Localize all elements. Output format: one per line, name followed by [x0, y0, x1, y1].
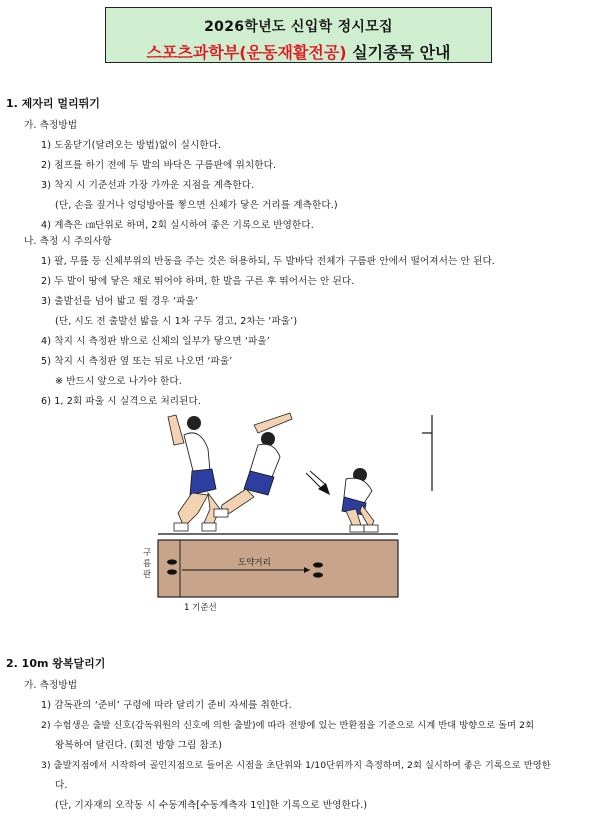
list-item: 5) 착지 시 측정판 옆 또는 뒤로 나오면 ‘파울’ [41, 356, 233, 367]
list-item: 2) 수험생은 출발 신호(감독위원의 신호에 의한 출발)에 따라 전방에 있는 반환점을 기준으로 시계 반대 방향으로 돌며 2회 [41, 720, 535, 731]
title-department: 스포츠과학부(운동재활전공) [146, 43, 347, 62]
list-item-note: (단, 손을 짚거나 엉덩방아를 찧으면 신체가 닿은 거리를 계측한다.) [55, 200, 338, 211]
jumper-2-icon [214, 413, 292, 517]
list-item: 2) 점프를 하기 전에 두 발의 바닥은 구름판에 위치한다. [41, 160, 277, 171]
jumper-3-icon [342, 468, 378, 532]
list-item: 3) 착지 시 기준선과 가장 가까운 지점을 계측한다. [41, 180, 255, 191]
section2-title: 2. 10m 왕복달리기 [6, 657, 106, 670]
title-line1: 2026학년도 신입학 정시모집 [204, 19, 393, 35]
list-item: 1) 팔, 무릎 등 신체부위의 반동을 주는 것은 허용하되, 두 발바닥 전체가 구름판 안에서 떨어져서는 안 된다. [41, 256, 495, 267]
list-item: 4) 계측은 ㎝단위로 하며, 2회 실시하여 좋은 기록으로 반영한다. [41, 220, 314, 231]
title-line2 [106, 40, 491, 63]
list-item: 4) 착지 시 측정판 밖으로 신체의 일부가 닿으면 ‘파울’ [41, 336, 270, 347]
measuring-board [158, 540, 398, 597]
jumper-1-icon [168, 415, 220, 531]
list-item-continuation: 왕복하여 달린다. (회전 방향 그림 참조) [55, 740, 223, 751]
motion-arrow-icon [306, 471, 330, 495]
list-item: 2) 두 발이 땅에 닿은 채로 뛰어야 하며, 한 발을 구른 후 뛰어서는 안 된다. [41, 276, 355, 287]
distance-label: 도약거리 [238, 558, 271, 568]
list-item-note: (단, 시도 전 출발선 밟을 시 1차 구두 경고, 2차는 ‘파울’) [55, 316, 298, 327]
list-item: 3) 출발선을 넘어 밟고 뛸 경우 ‘파울’ [41, 296, 199, 307]
board-side-label: 구 름 판 [143, 548, 152, 580]
section1-a-label: 가. 측정방법 [24, 120, 78, 131]
long-jump-illustration [143, 405, 440, 615]
list-item: 1) 도움닫기(달려오는 방법)없이 실시한다. [41, 140, 222, 151]
list-item: 3) 출발지점에서 시작하여 골인지점으로 들어온 시점을 초단위와 1/10단위까지 측정하며, 2회 실시하여 좋은 기록으로 반영한 [41, 760, 551, 771]
start-line-label: 1 기준선 [184, 603, 217, 613]
section2-a-label: 가. 측정방법 [24, 680, 78, 691]
long-jump-svg [143, 405, 440, 615]
section1-b-label: 나. 측정 시 주의사항 [24, 236, 112, 247]
list-item-continuation: 다. [55, 780, 68, 791]
list-item-note: (단, 기자재의 오작동 시 수동계측[수동계측자 1인]한 기록으로 반영한다.) [55, 800, 368, 811]
list-item: 6) 1, 2회 파울 시 실격으로 처리된다. [41, 396, 202, 407]
section1-title: 1. 제자리 멀리뛰기 [6, 97, 100, 110]
list-item-note: ※ 반드시 앞으로 나가야 한다. [55, 376, 182, 387]
title-box [105, 7, 492, 63]
title-subject: 실기종목 안내 [346, 43, 451, 62]
list-item: 1) 감독관의 ‘준비’ 구령에 따라 달리기 준비 자세를 취한다. [41, 700, 292, 711]
